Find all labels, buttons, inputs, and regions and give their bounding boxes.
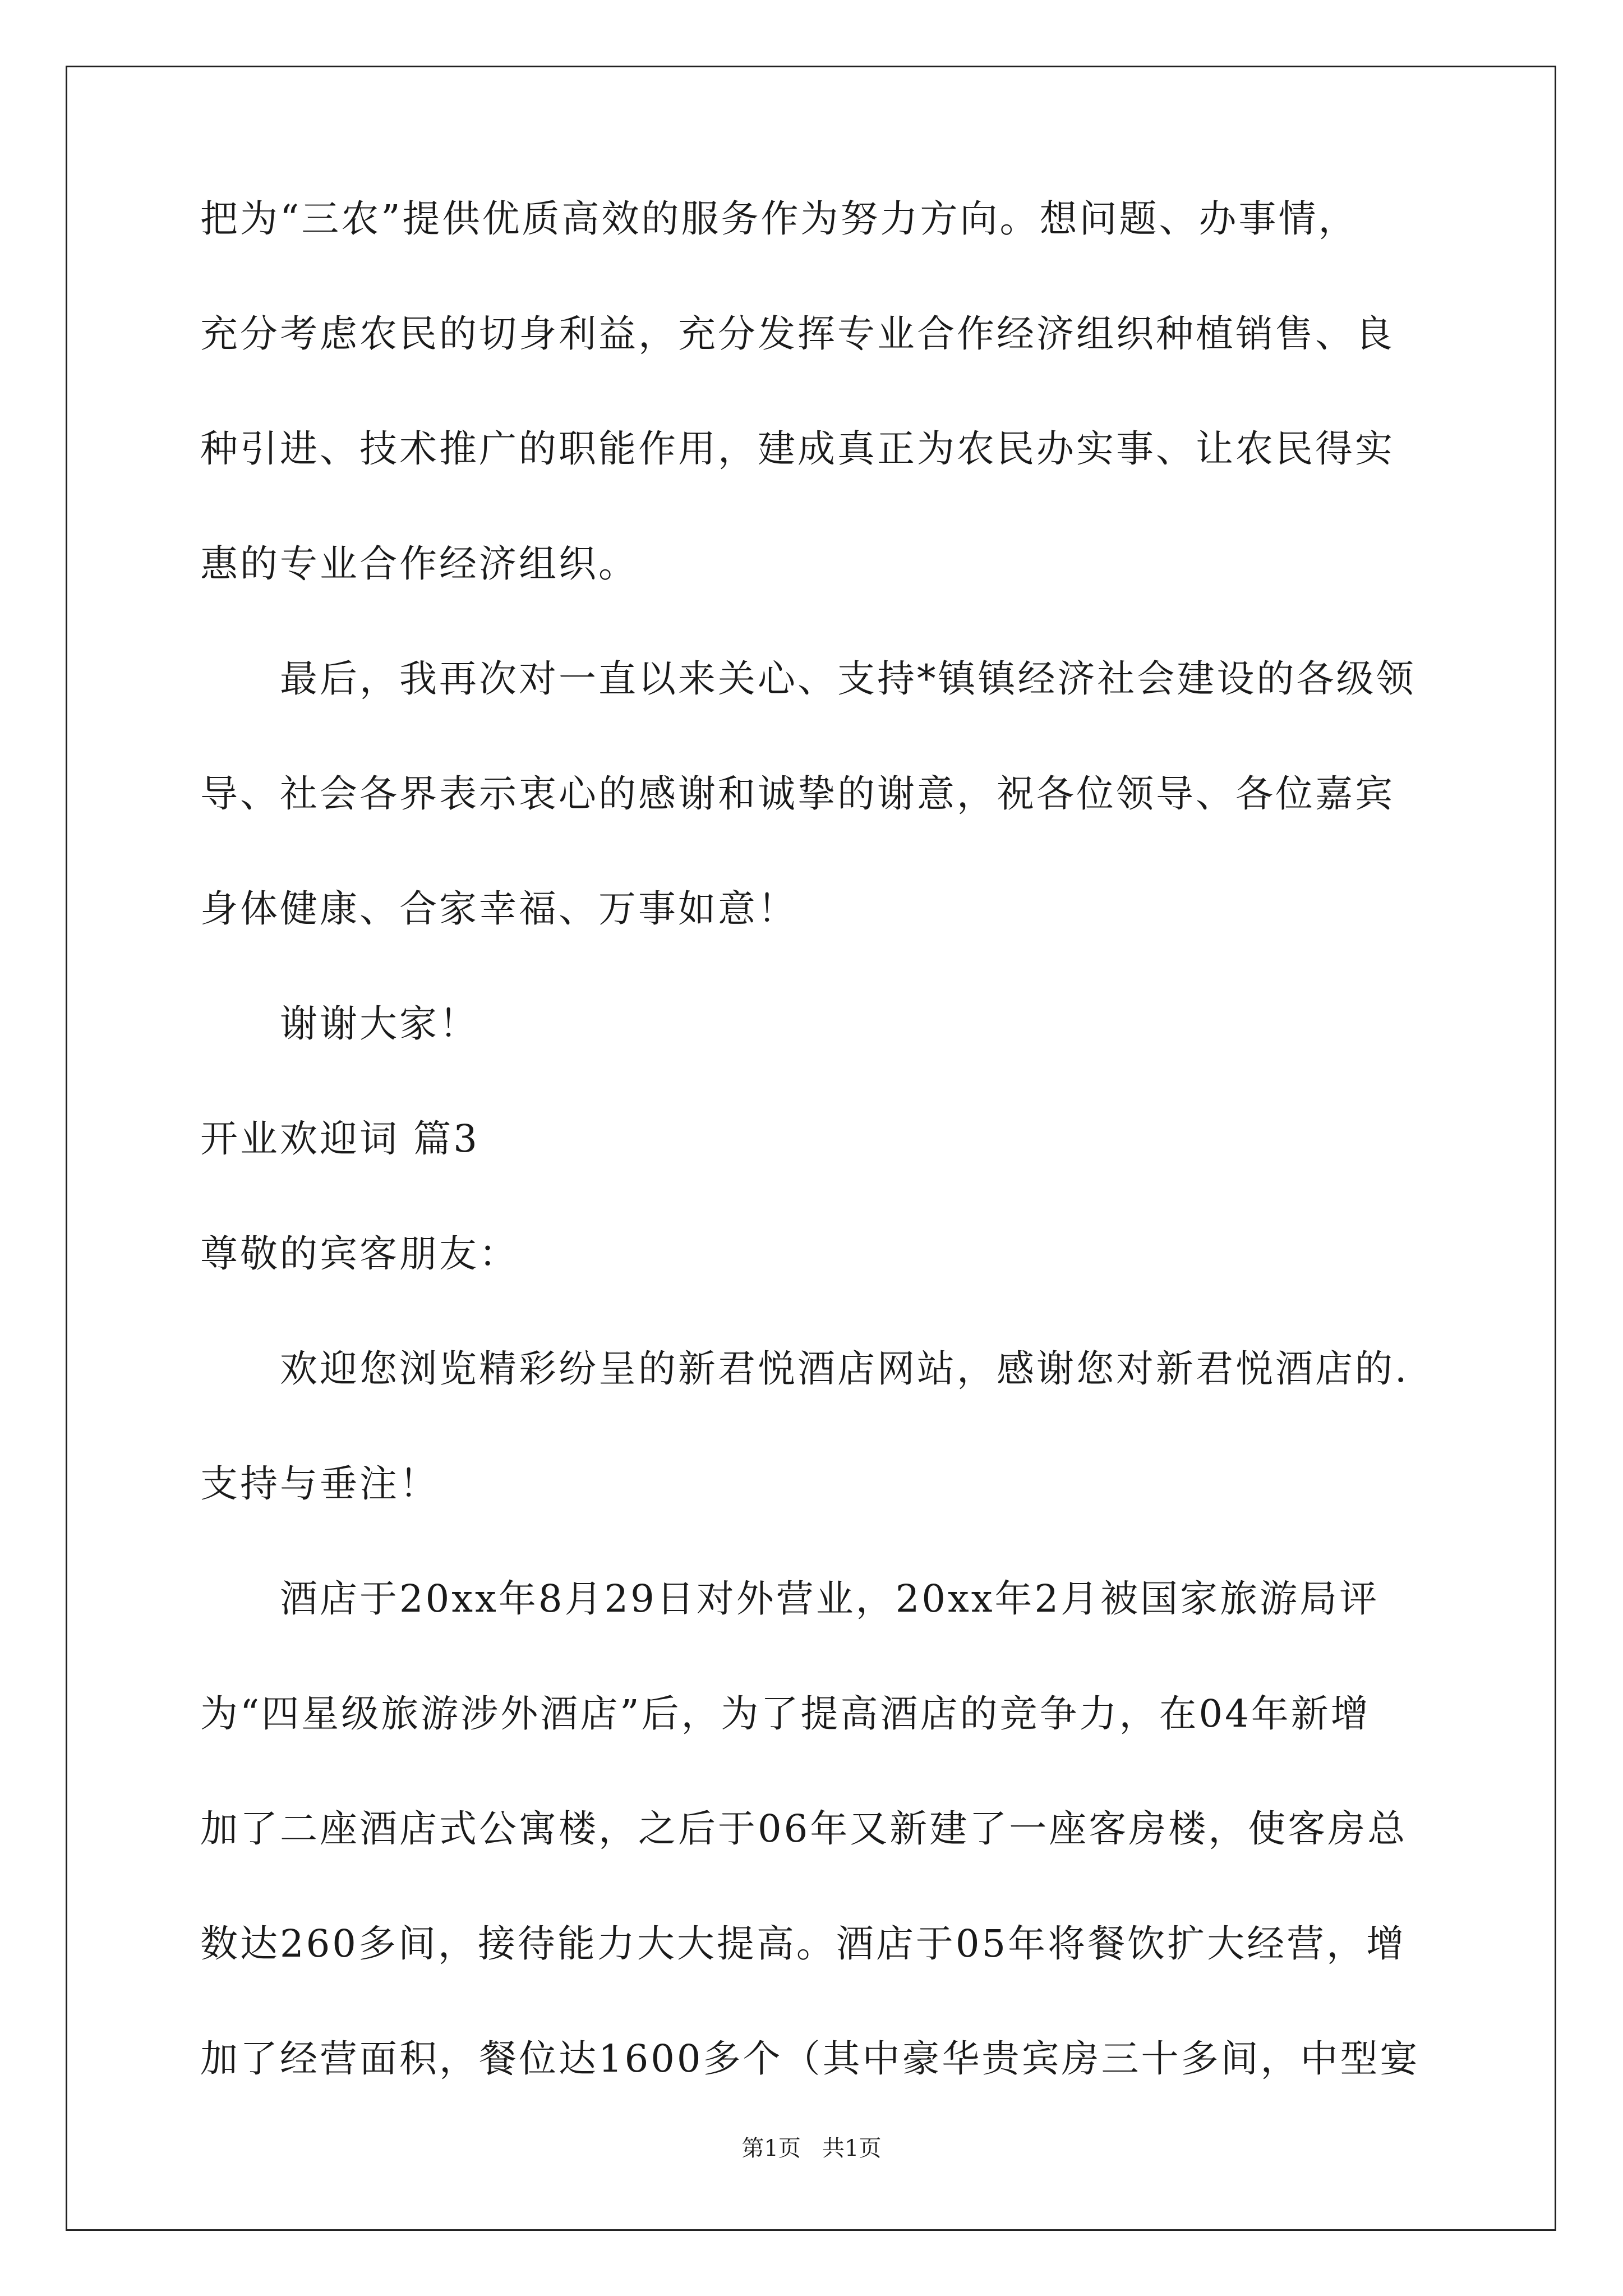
- body-line-7: 身体健康、合家幸福、万事如意！: [200, 887, 797, 931]
- body-line-12: 支持与垂注！: [200, 1462, 439, 1506]
- body-line-11: 欢迎您浏览精彩纷呈的新君悦酒店网站，感谢您对新君悦酒店的.: [280, 1347, 1409, 1391]
- body-line-3: 种引进、技术推广的职能作用，建成真正为农民办实事、让农民得实: [200, 427, 1395, 471]
- body-line-5: 最后，我再次对一直以来关心、支持*镇镇经济社会建设的各级领: [280, 657, 1416, 701]
- body-line-17: 加了经营面积，餐位达1600多个（其中豪华贵宾房三十多间，中型宴: [200, 2037, 1420, 2081]
- page-footer: 第1页 共1页: [741, 2136, 882, 2161]
- section-heading: 开业欢迎词 篇3: [200, 1117, 479, 1161]
- body-line-16: 数达260多间，接待能力大大提高。酒店于05年将餐饮扩大经营，增: [200, 1922, 1407, 1966]
- body-line-14: 为“四星级旅游涉外酒店”后，为了提高酒店的竞争力，在04年新增: [200, 1692, 1371, 1736]
- body-line-2: 充分考虑农民的切身利益，充分发挥专业合作经济组织种植销售、良: [200, 312, 1395, 356]
- body-line-4: 惠的专业合作经济组织。: [200, 542, 638, 586]
- salutation: 尊敬的宾客朋友：: [200, 1232, 519, 1276]
- body-line-1: 把为“三农”提供优质高效的服务作为努力方向。想问题、办事情，: [200, 197, 1358, 241]
- closing-thanks: 谢谢大家！: [280, 1002, 479, 1046]
- body-line-6: 导、社会各界表示衷心的感谢和诚挚的谢意，祝各位领导、各位嘉宾: [200, 772, 1395, 816]
- body-line-13: 酒店于20xx年8月29日对外营业，20xx年2月被国家旅游局评: [280, 1577, 1380, 1621]
- body-line-15: 加了二座酒店式公寓楼，之后于06年又新建了一座客房楼，使客房总: [200, 1807, 1408, 1851]
